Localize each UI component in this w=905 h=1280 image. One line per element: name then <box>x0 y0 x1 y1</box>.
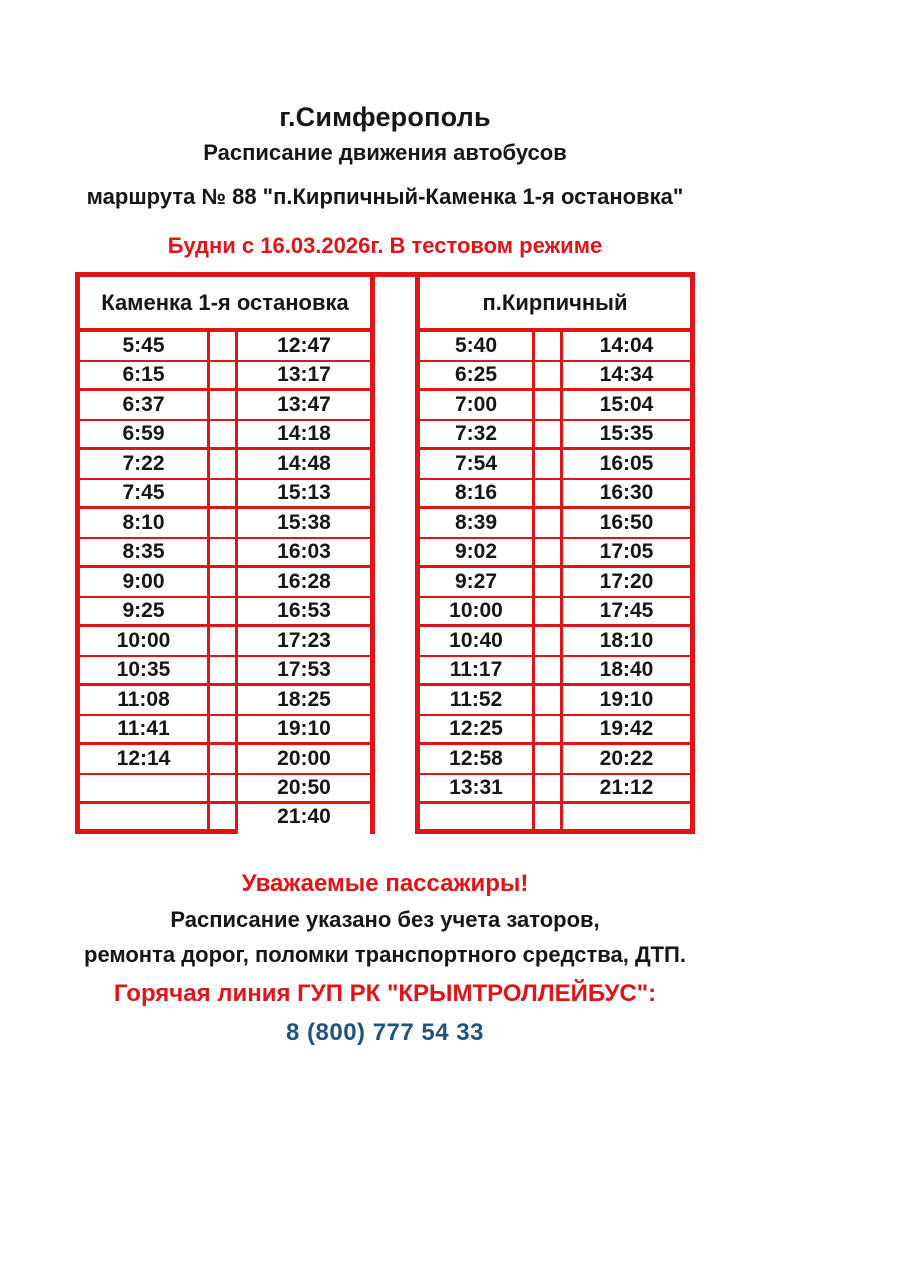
spacer-cell <box>532 657 563 687</box>
time-cell: 16:53 <box>238 598 370 628</box>
spacer-cell <box>532 509 563 539</box>
time-cell: 9:00 <box>80 568 207 598</box>
notice-line-1: Расписание указано без учета заторов, <box>170 906 600 932</box>
time-cell: 12:14 <box>80 745 207 775</box>
time-cell: 11:41 <box>80 716 207 746</box>
table-row <box>420 421 690 451</box>
page-subtitle: Расписание движения автобусов <box>203 140 567 165</box>
time-cell: 17:45 <box>563 598 690 628</box>
hotline-phone-number: 8 (800) 777 54 33 <box>286 1018 484 1046</box>
time-cell: 10:40 <box>420 627 532 657</box>
spacer-cell <box>207 480 238 510</box>
time-cell: 16:30 <box>563 480 690 510</box>
spacer-cell <box>207 332 238 362</box>
time-cell: 18:25 <box>238 686 370 716</box>
table-row <box>80 657 370 687</box>
time-cell: 11:08 <box>80 686 207 716</box>
table-row <box>80 568 370 598</box>
column-header-kamenka: Каменка 1-я остановка <box>80 277 370 332</box>
time-cell: 20:22 <box>563 745 690 775</box>
time-cell: 20:00 <box>238 745 370 775</box>
time-cell: 8:16 <box>420 480 532 510</box>
time-cell: 8:10 <box>80 509 207 539</box>
spacer-cell <box>532 480 563 510</box>
time-cell: 19:10 <box>563 686 690 716</box>
spacer-cell <box>207 568 238 598</box>
table-row <box>80 627 370 657</box>
time-cell: 20:50 <box>238 775 370 805</box>
table-row <box>80 332 370 362</box>
spacer-cell <box>532 332 563 362</box>
spacer-cell <box>532 745 563 775</box>
time-cell: 7:22 <box>80 450 207 480</box>
spacer-cell <box>207 657 238 687</box>
table-row <box>420 362 690 392</box>
time-cell: 21:40 <box>277 804 331 828</box>
time-cell: 17:23 <box>238 627 370 657</box>
table-row <box>420 568 690 598</box>
table-row <box>420 598 690 628</box>
spacer-cell <box>207 745 238 775</box>
table-row <box>420 745 690 775</box>
spacer-cell <box>207 450 238 480</box>
time-cell <box>420 804 532 834</box>
page-title-city: г.Симферополь <box>279 102 491 132</box>
time-cell: 17:20 <box>563 568 690 598</box>
time-cell: 9:02 <box>420 539 532 569</box>
table-row <box>80 716 370 746</box>
content-column <box>75 0 695 1047</box>
table-row <box>80 450 370 480</box>
time-cell <box>80 775 207 805</box>
time-cell: 9:27 <box>420 568 532 598</box>
table-row <box>80 509 370 539</box>
timetable-right-body <box>420 332 690 834</box>
time-cell: 14:48 <box>238 450 370 480</box>
time-cell: 10:00 <box>80 627 207 657</box>
timetable <box>75 272 695 834</box>
table-row <box>80 539 370 569</box>
timetable-left-body <box>80 332 370 834</box>
route-title: маршрута № 88 "п.Кирпичный-Каменка 1-я остановка" <box>86 184 684 209</box>
time-cell: 18:40 <box>563 657 690 687</box>
time-cell: 7:32 <box>420 421 532 451</box>
time-cell: 14:18 <box>238 421 370 451</box>
time-cell: 6:25 <box>420 362 532 392</box>
spacer-cell <box>532 362 563 392</box>
table-row <box>80 362 370 392</box>
timetable-left <box>75 272 370 834</box>
time-cell: 18:10 <box>563 627 690 657</box>
time-cell: 19:10 <box>238 716 370 746</box>
time-cell: 16:03 <box>238 539 370 569</box>
footer-notices <box>75 870 695 1047</box>
time-cell: 6:59 <box>80 421 207 451</box>
table-row <box>420 450 690 480</box>
time-cell: 11:52 <box>420 686 532 716</box>
table-row <box>420 509 690 539</box>
spacer-cell <box>207 627 238 657</box>
table-row <box>420 716 690 746</box>
spacer-cell <box>207 716 238 746</box>
time-cell: 10:00 <box>420 598 532 628</box>
time-cell: 15:35 <box>563 421 690 451</box>
time-cell: 15:13 <box>238 480 370 510</box>
time-cell: 17:53 <box>238 657 370 687</box>
table-row <box>420 686 690 716</box>
spacer-cell <box>207 421 238 451</box>
table-row <box>420 539 690 569</box>
time-cell: 16:50 <box>563 509 690 539</box>
time-cell: 13:31 <box>420 775 532 805</box>
spacer-cell <box>207 391 238 421</box>
spacer-cell <box>207 686 238 716</box>
time-cell: 6:37 <box>80 391 207 421</box>
table-row <box>420 391 690 421</box>
table-row <box>80 686 370 716</box>
table-row <box>80 421 370 451</box>
spacer-cell <box>207 509 238 539</box>
time-cell: 8:39 <box>420 509 532 539</box>
hotline-label: Горячая линия ГУП РК "КРЫМТРОЛЛЕЙБУС": <box>113 979 657 1007</box>
table-row <box>420 804 690 834</box>
time-cell: 14:34 <box>563 362 690 392</box>
time-cell: 17:05 <box>563 539 690 569</box>
time-cell: 7:00 <box>420 391 532 421</box>
time-cell: 15:04 <box>563 391 690 421</box>
table-row <box>80 391 370 421</box>
time-cell: 7:54 <box>420 450 532 480</box>
spacer-cell <box>532 391 563 421</box>
time-cell: 5:40 <box>420 332 532 362</box>
table-row <box>80 598 370 628</box>
time-cell: 15:38 <box>238 509 370 539</box>
time-cell: 9:25 <box>80 598 207 628</box>
notice-line-2: ремонта дорог, поломки транспортного средства, ДТП. <box>84 941 686 967</box>
time-cell: 5:45 <box>80 332 207 362</box>
spacer-cell <box>532 804 563 834</box>
time-cell: 13:47 <box>238 391 370 421</box>
table-row <box>80 775 370 805</box>
table-row <box>80 745 370 775</box>
table-row <box>420 627 690 657</box>
time-cell: 12:25 <box>420 716 532 746</box>
spacer-cell <box>207 598 238 628</box>
spacer-cell <box>532 568 563 598</box>
timetable-right <box>420 272 695 834</box>
spacer-cell <box>532 716 563 746</box>
time-cell: 8:35 <box>80 539 207 569</box>
spacer-cell <box>532 627 563 657</box>
time-cell <box>80 804 207 834</box>
time-cell: 12:47 <box>238 332 370 362</box>
validity-notice: Будни с 16.03.2026г. В тестовом режиме <box>167 233 603 258</box>
time-cell: 16:28 <box>238 568 370 598</box>
time-cell: 7:45 <box>80 480 207 510</box>
spacer-cell <box>207 775 238 805</box>
time-cell: 16:05 <box>563 450 690 480</box>
table-row <box>420 775 690 805</box>
table-row <box>80 804 370 834</box>
time-cell: 19:42 <box>563 716 690 746</box>
time-cell: 12:58 <box>420 745 532 775</box>
table-divider <box>370 272 420 834</box>
column-header-kirpichny: п.Кирпичный <box>420 277 690 332</box>
spacer-cell <box>532 775 563 805</box>
time-cell: 10:35 <box>80 657 207 687</box>
time-cell: 6:15 <box>80 362 207 392</box>
table-row <box>420 480 690 510</box>
passengers-notice-title: Уважаемые пассажиры! <box>241 869 529 897</box>
table-row <box>420 657 690 687</box>
time-cell: 13:17 <box>238 362 370 392</box>
table-row <box>80 480 370 510</box>
spacer-cell <box>532 686 563 716</box>
spacer-cell <box>532 539 563 569</box>
spacer-cell <box>207 804 238 834</box>
time-cell <box>563 804 690 834</box>
spacer-cell <box>532 421 563 451</box>
spacer-cell <box>207 362 238 392</box>
spacer-cell <box>532 450 563 480</box>
table-row <box>420 332 690 362</box>
time-cell: 14:04 <box>563 332 690 362</box>
time-cell: 21:12 <box>563 775 690 805</box>
spacer-cell <box>532 598 563 628</box>
time-cell: 11:17 <box>420 657 532 687</box>
spacer-cell <box>207 539 238 569</box>
